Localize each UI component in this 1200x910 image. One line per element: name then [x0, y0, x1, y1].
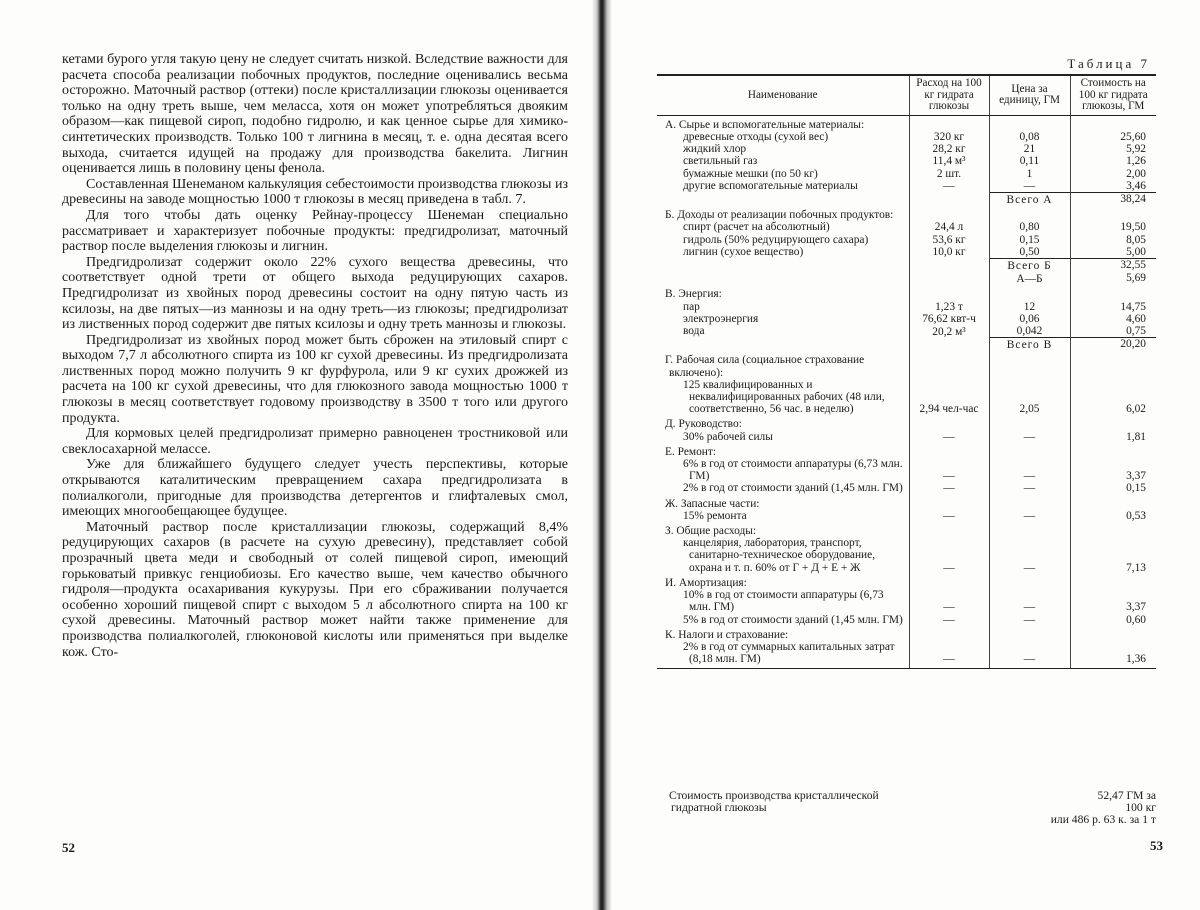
section-title-cell [657, 115, 909, 131]
section-title: Ж. Запасные части: [665, 497, 760, 510]
empty-cell [909, 272, 989, 285]
item-name: 6% в год от стоимости аппаратуры (6,73 млн. ГМ) [683, 458, 903, 483]
empty-cell [909, 351, 989, 378]
table-row [657, 143, 1156, 155]
item-cost: 0,60 [1126, 613, 1146, 626]
section-title-cell [657, 522, 909, 537]
item-quantity: — [909, 510, 989, 522]
section-title-row [657, 115, 1156, 131]
item-unit-price: 0,50 [989, 246, 1070, 259]
table-row [657, 641, 1156, 669]
section-title-row [657, 285, 1156, 300]
table-row [657, 155, 1156, 167]
item-quantity: 1,23 т [909, 301, 989, 313]
table-row [657, 379, 1156, 416]
table-row [657, 458, 1156, 482]
item-name: древесные отходы (сухой вес) [683, 130, 829, 143]
section-title: Г. Рабочая сила (социальное страхование включено): [665, 354, 865, 379]
subtotal-label: Всего Б [989, 259, 1070, 273]
section-title-row [657, 443, 1156, 458]
empty-cell [909, 259, 989, 273]
item-name: 125 квалифицированных и неквалифицированных рабочих (48 или, соответственно, 56 час. в неделю) [683, 378, 885, 416]
item-name-cell [657, 313, 909, 325]
left-page-text [62, 52, 568, 660]
item-cost: 2,00 [1126, 167, 1146, 180]
section-title: К. Налоги и страхование: [665, 628, 789, 641]
item-quantity: 11,4 м³ [909, 155, 989, 167]
item-name: другие вспомогательные материалы [683, 179, 858, 192]
item-cost: 0,53 [1126, 509, 1146, 522]
empty-cell [1070, 115, 1156, 131]
item-quantity: — [909, 589, 989, 613]
table-row [657, 131, 1156, 143]
item-name-cell [657, 180, 909, 193]
item-unit-price: — [989, 482, 1070, 494]
item-cost: 5,92 [1126, 143, 1146, 156]
item-cost: 1,81 [1126, 430, 1146, 443]
item-quantity: 2,94 чел-час [909, 379, 989, 416]
empty-cell [909, 574, 989, 589]
page-number-left: 52 [62, 840, 75, 855]
empty-cell [989, 443, 1070, 458]
item-name: жидкий хлор [683, 143, 747, 156]
section-title-cell [657, 626, 909, 641]
empty-cell [909, 193, 989, 207]
item-name: электроэнергия [683, 312, 759, 325]
final-cost-line: 100 кг [1125, 801, 1156, 815]
item-cost: 0,75 [1126, 325, 1146, 338]
header-cost: Стоимость на 100 кг гидрата глюкозы, ГМ [1070, 75, 1156, 115]
item-name: лигнин (сухое вещество) [683, 245, 804, 258]
section-title: И. Амортизация: [665, 576, 747, 589]
item-cost: 3,37 [1126, 470, 1146, 483]
item-quantity: — [909, 614, 989, 626]
item-unit-price: 0,042 [989, 325, 1070, 338]
body-paragraph: Для кормовых целей предгидролизат примерно равноценен тростниковой или свеклосахарной мелассе. [62, 426, 568, 457]
final-cost-line: 52,47 ГМ за [1097, 789, 1156, 802]
item-name-cell [657, 301, 909, 313]
item-unit-price: 2,05 [989, 379, 1070, 416]
table-row [657, 221, 1156, 233]
section-title-row [657, 351, 1156, 378]
empty-cell [909, 115, 989, 131]
table-body [657, 115, 1156, 669]
final-cost-line: или 486 р. 63 к. за 1 т [1050, 813, 1156, 827]
section-title-row [657, 415, 1156, 430]
section-title-row [657, 495, 1156, 510]
empty-cell [657, 272, 909, 285]
empty-cell [1070, 285, 1156, 300]
section-title-cell [657, 415, 909, 430]
empty-cell [909, 495, 989, 510]
item-unit-price: — [989, 614, 1070, 626]
subtotal-label: Всего В [989, 338, 1070, 352]
item-quantity: — [909, 431, 989, 443]
empty-cell [909, 206, 989, 221]
final-cost-label: Стоимость производства кристаллической гидратной глюкозы [669, 789, 879, 815]
item-cost: 1,36 [1070, 641, 1156, 669]
section-title-cell [657, 351, 909, 378]
item-name: 2% в год от стоимости зданий (1,45 млн. ГМ) [683, 482, 903, 495]
subtotal-row [657, 272, 1156, 285]
section-title: А. Сырье и вспомогательные материалы: [665, 118, 865, 131]
item-name-cell [657, 325, 909, 338]
section-title: В. Энергия: [665, 288, 722, 301]
left-page [0, 0, 592, 910]
table-row [657, 325, 1156, 338]
empty-cell [989, 626, 1070, 641]
empty-cell [657, 193, 909, 207]
body-paragraph: Маточный раствор после кристаллизации глюкозы, содержащий 8,4% редуцирующих сахаров (в расчете на сухую древесину), представляет собой прозрачный цвета меди и свободный от солей пищевой сироп, имеющий горьковатый привкус генциобиозы. Его качество выше, чем качество обычного гидроля—продукта осахаривания кукурузы. При его сбраживании получается особенно хороший пищевой спирт с выходом 5 л абсолютного спирта на 100 кг сухой древесины. Маточный раствор может найти также применение для производства полиалкоголей, глюконовой кислоты или применяться при выделке кож. Сто- [62, 519, 568, 660]
empty-cell [909, 285, 989, 300]
table-row [657, 537, 1156, 574]
empty-cell [657, 259, 909, 273]
section-title-row [657, 206, 1156, 221]
item-quantity: 20,2 м³ [909, 325, 989, 338]
item-name: канцелярия, лаборатория, транспорт, санитарно-техническое оборудование, охрана и т. п. 60% от Г + Д + Е + Ж [683, 537, 876, 574]
empty-cell [989, 351, 1070, 378]
item-name: 15% ремонта [683, 509, 747, 522]
item-unit-price: 0,08 [989, 131, 1070, 143]
item-name-cell [657, 155, 909, 167]
item-unit-price: — [989, 180, 1070, 193]
item-cost: 7,13 [1126, 561, 1146, 574]
item-unit-price: 0,11 [989, 155, 1070, 167]
item-cost: 25,60 [1120, 130, 1146, 143]
item-name: 10% в год от стоимости аппаратуры (6,73 млн. ГМ) [683, 589, 884, 614]
final-cost-value [896, 790, 1156, 827]
item-unit-price: — [989, 458, 1070, 482]
section-title-row [657, 626, 1156, 641]
table-row [657, 510, 1156, 522]
table-row [657, 168, 1156, 180]
item-name-cell [657, 168, 909, 180]
item-name-cell [657, 589, 909, 613]
subtotal-value: 5,69 [1126, 272, 1146, 285]
item-cost: 3,37 [1126, 601, 1146, 614]
item-unit-price: — [989, 589, 1070, 613]
item-quantity: 28,2 кг [909, 143, 989, 155]
section-title-row [657, 574, 1156, 589]
body-paragraph: Предгидролизат содержит около 22% сухого вещества древесины, что соответствует одной трети от общего выхода редуцирующих сахаров. Предгидролизат из хвойных пород древесины состоит на одну пятую часть из ксилозы, на две пятых—из маннозы и на одну треть—из глюкозы; предгидролизат из лиственных пород содержит две пятых ксилозы и одну треть маннозы и глюкозы. [62, 254, 568, 333]
item-name: 2% в год от суммарных капитальных затрат (8,18 млн. ГМ) [683, 640, 895, 666]
item-name-cell [657, 431, 909, 443]
empty-cell [657, 338, 909, 352]
subtotal-row [657, 193, 1156, 207]
empty-cell [1070, 443, 1156, 458]
item-cost: 8,05 [1126, 233, 1146, 246]
table-row [657, 431, 1156, 443]
item-cost: 5,00 [1126, 245, 1146, 258]
empty-cell [989, 522, 1070, 537]
item-unit-price: 12 [989, 301, 1070, 313]
section-title-cell [657, 206, 909, 221]
empty-cell [989, 574, 1070, 589]
empty-cell [909, 415, 989, 430]
subtotal-value: 38,24 [1070, 193, 1156, 207]
item-unit-price: — [989, 537, 1070, 574]
item-quantity: 53,6 кг [909, 234, 989, 246]
item-name-cell [657, 458, 909, 482]
table-row [657, 482, 1156, 494]
item-name: гидроль (50% редуцирующего сахара) [683, 233, 869, 246]
item-name-cell [657, 482, 909, 494]
subtotal-label: А—Б [989, 272, 1070, 285]
section-title-cell [657, 443, 909, 458]
body-paragraph: Для того чтобы дать оценку Рейнау-процессу Шенеман специально рассматривает и характеризует побочные продукты: предгидролизат, маточный раствор после выделения глюкозы и лигнин. [62, 207, 568, 255]
item-quantity: — [909, 180, 989, 193]
item-quantity: 320 кг [909, 131, 989, 143]
item-name-cell [657, 131, 909, 143]
item-name-cell [657, 143, 909, 155]
item-name-cell [657, 234, 909, 246]
item-name: спирт (расчет на абсолютный) [683, 221, 830, 234]
item-name-cell [657, 510, 909, 522]
item-name: бумажные мешки (по 50 кг) [683, 167, 818, 180]
section-title-cell [657, 574, 909, 589]
section-title: Е. Ремонт: [665, 445, 717, 458]
page-number-right: 53 [1150, 838, 1163, 853]
item-quantity: 2 шт. [909, 168, 989, 180]
item-unit-price: 1 [989, 168, 1070, 180]
empty-cell [1070, 574, 1156, 589]
item-cost: 14,75 [1120, 300, 1146, 313]
subtotal-value: 20,20 [1070, 338, 1156, 352]
empty-cell [909, 338, 989, 352]
header-unit-price: Цена за единицу, ГМ [989, 75, 1070, 115]
item-unit-price: 0,80 [989, 221, 1070, 233]
item-quantity: — [909, 482, 989, 494]
item-unit-price: — [989, 641, 1070, 669]
body-paragraph: Предгидролизат из хвойных пород может быть сброжен на этиловый спирт с выходом 7,7 л абсолютного спирта из 100 кг сухой древесины. Из предгидролизата лиственных пород можно получить 9 кг фурфурола, или 9 кг сухих дрожжей из расчета на 100 кг сухой древесины, что для глюкозного завода мощностью 1000 т глюкозы в месяц соответствует годовому производству в 3500 т того или другого продукта. [62, 332, 568, 426]
item-name: 30% рабочей силы [683, 430, 773, 443]
subtotal-value: 32,55 [1070, 259, 1156, 273]
subtotal-row [657, 259, 1156, 273]
item-name-cell [657, 641, 909, 669]
table-header-row [657, 75, 1156, 115]
empty-cell [1070, 206, 1156, 221]
section-title: Д. Руководство: [665, 418, 742, 431]
header-name: Наименование [657, 75, 909, 115]
item-name-cell [657, 379, 909, 416]
item-quantity: — [909, 537, 989, 574]
empty-cell [909, 443, 989, 458]
table-row [657, 301, 1156, 313]
empty-cell [1070, 522, 1156, 537]
section-title-cell [657, 285, 909, 300]
table-row [657, 180, 1156, 193]
item-cost: 1,26 [1126, 155, 1146, 168]
table-row [657, 589, 1156, 613]
table-row [657, 614, 1156, 626]
item-name: вода [683, 325, 705, 338]
empty-cell [989, 115, 1070, 131]
subtotal-label: Всего А [989, 193, 1070, 207]
empty-cell [1070, 495, 1156, 510]
item-name-cell [657, 614, 909, 626]
section-title-row [657, 522, 1156, 537]
section-title: Б. Доходы от реализации побочных продуктов: [665, 209, 894, 222]
body-paragraph: кетами бурого угля такую цену не следует считать низкой. Вследствие важности для расчета способа реализации побочных продуктов, последние оценивались весьма осторожно. Маточный раствор (оттеки) после кристаллизации глюкозы оценивается только на одну треть выше, чем меласса, хотя он может употребляться двояким образом—как пищевой сироп, подобно гидролю, и как ценное сырье для химико-синтетических производств. Только 100 т лигнина в месяц, т. е. одна десятая всего выхода, считается идущей на продажу для производства бакелита. Лигнин оценивается лишь в половину цены фенола. [62, 52, 568, 177]
cost-table [657, 74, 1156, 669]
body-paragraph: Уже для ближайшего будущего следует учесть перспективы, которые открываются каталитическим превращением сахара предгидролизата в полиалкоголи, пригодные для производства детергентов и глифталевых смол, имеющих многообещающее будущее. [62, 457, 568, 520]
item-name: 5% в год от стоимости зданий (1,45 млн. ГМ) [683, 613, 903, 626]
item-unit-price: 0,06 [989, 313, 1070, 325]
item-name: светильный газ [683, 155, 758, 168]
empty-cell [909, 522, 989, 537]
item-unit-price: 21 [989, 143, 1070, 155]
item-quantity: — [909, 458, 989, 482]
item-name-cell [657, 246, 909, 259]
table-row [657, 246, 1156, 259]
item-quantity: 10,0 кг [909, 246, 989, 259]
item-name-cell [657, 221, 909, 233]
item-name: пар [683, 300, 700, 313]
item-cost: 4,60 [1126, 312, 1146, 325]
empty-cell [909, 626, 989, 641]
book-gutter [592, 0, 612, 910]
item-cost: 3,46 [1126, 179, 1146, 192]
item-quantity: 76,62 квт-ч [909, 313, 989, 325]
item-name-cell [657, 537, 909, 574]
section-title-cell [657, 495, 909, 510]
empty-cell [989, 495, 1070, 510]
section-title: З. Общие расходы: [665, 525, 757, 538]
empty-cell [989, 415, 1070, 430]
item-cost: 0,15 [1126, 482, 1146, 495]
empty-cell [989, 285, 1070, 300]
empty-cell [1070, 626, 1156, 641]
empty-cell [989, 206, 1070, 221]
body-paragraph: Составленная Шенеманом калькуляция себестоимости производства глюкозы из древесины на заводе мощностью 1000 т глюкозы в месяц приведена в табл. 7. [62, 176, 568, 208]
item-unit-price: 0,15 [989, 234, 1070, 246]
item-unit-price: — [989, 510, 1070, 522]
item-cost: 6,02 [1126, 403, 1146, 416]
table-row [657, 313, 1156, 325]
subtotal-row [657, 338, 1156, 352]
table-row [657, 234, 1156, 246]
item-cost: 19,50 [1120, 221, 1146, 234]
item-quantity: — [909, 641, 989, 669]
empty-cell [1070, 415, 1156, 430]
item-unit-price: — [989, 431, 1070, 443]
header-quantity: Расход на 100 кг гидрата глюкозы [909, 75, 989, 115]
table-title: Таблица 7 [1067, 56, 1150, 71]
empty-cell [1070, 351, 1156, 378]
item-quantity: 24,4 л [909, 221, 989, 233]
